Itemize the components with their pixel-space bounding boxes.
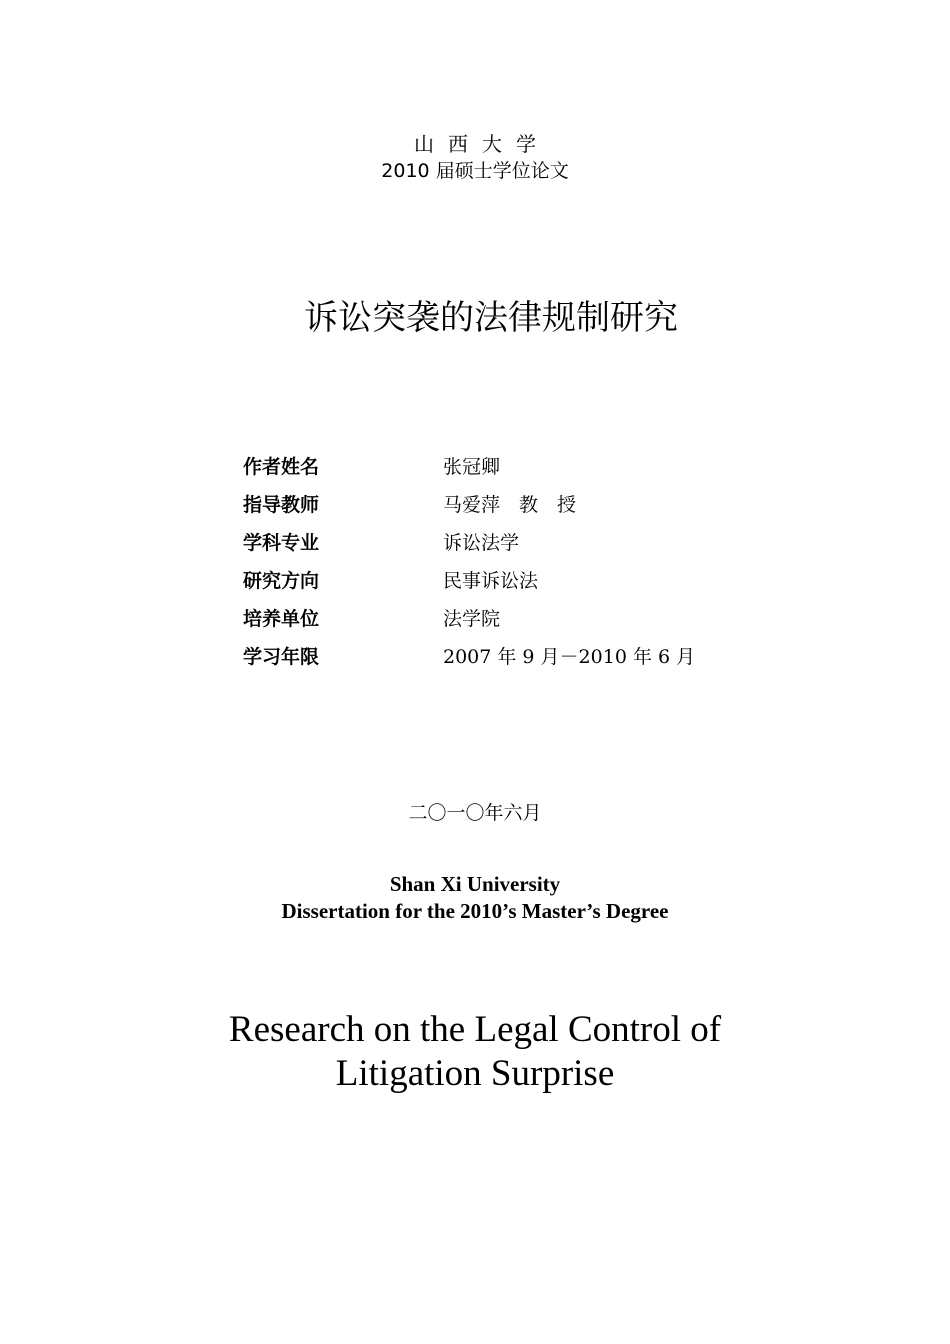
info-value: 民事诉讼法 (443, 570, 539, 592)
thesis-title-cn: 诉讼突袭的法律规制研究 (304, 298, 678, 338)
university-name-en: Shan Xi University (389, 872, 561, 896)
info-label: 作者姓名 (243, 456, 320, 478)
info-value: 诉讼法学 (443, 532, 520, 554)
info-value: 张冠卿 (443, 456, 501, 478)
degree-line-en: Dissertation for the 2010’s Master’s Degree (281, 899, 669, 923)
author-info-table (243, 453, 763, 681)
info-row-research-direction (243, 567, 763, 605)
thesis-title-en-line1: Research on the Legal Control of (228, 1009, 722, 1050)
info-label: 培养单位 (243, 608, 320, 630)
info-row-major (243, 529, 763, 567)
info-label: 指导教师 (243, 494, 320, 516)
university-name-cn: 山西大学 (414, 132, 550, 156)
info-value: 2007 年 9 月－2010 年 6 月 (443, 646, 696, 668)
info-row-supervisor (243, 491, 763, 529)
info-row-training-unit (243, 605, 763, 643)
info-value: 马爱萍 教 授 (443, 494, 577, 516)
thesis-title-en-line2: Litigation Surprise (335, 1053, 615, 1094)
info-label: 学习年限 (243, 646, 320, 668)
degree-line-cn: 2010 届硕士学位论文 (381, 160, 569, 182)
info-value: 法学院 (443, 608, 501, 630)
info-row-study-period (243, 643, 763, 681)
info-label: 学科专业 (243, 532, 320, 554)
date-cn: 二〇一〇年六月 (408, 802, 542, 824)
info-label: 研究方向 (243, 570, 320, 592)
info-row-author (243, 453, 763, 491)
